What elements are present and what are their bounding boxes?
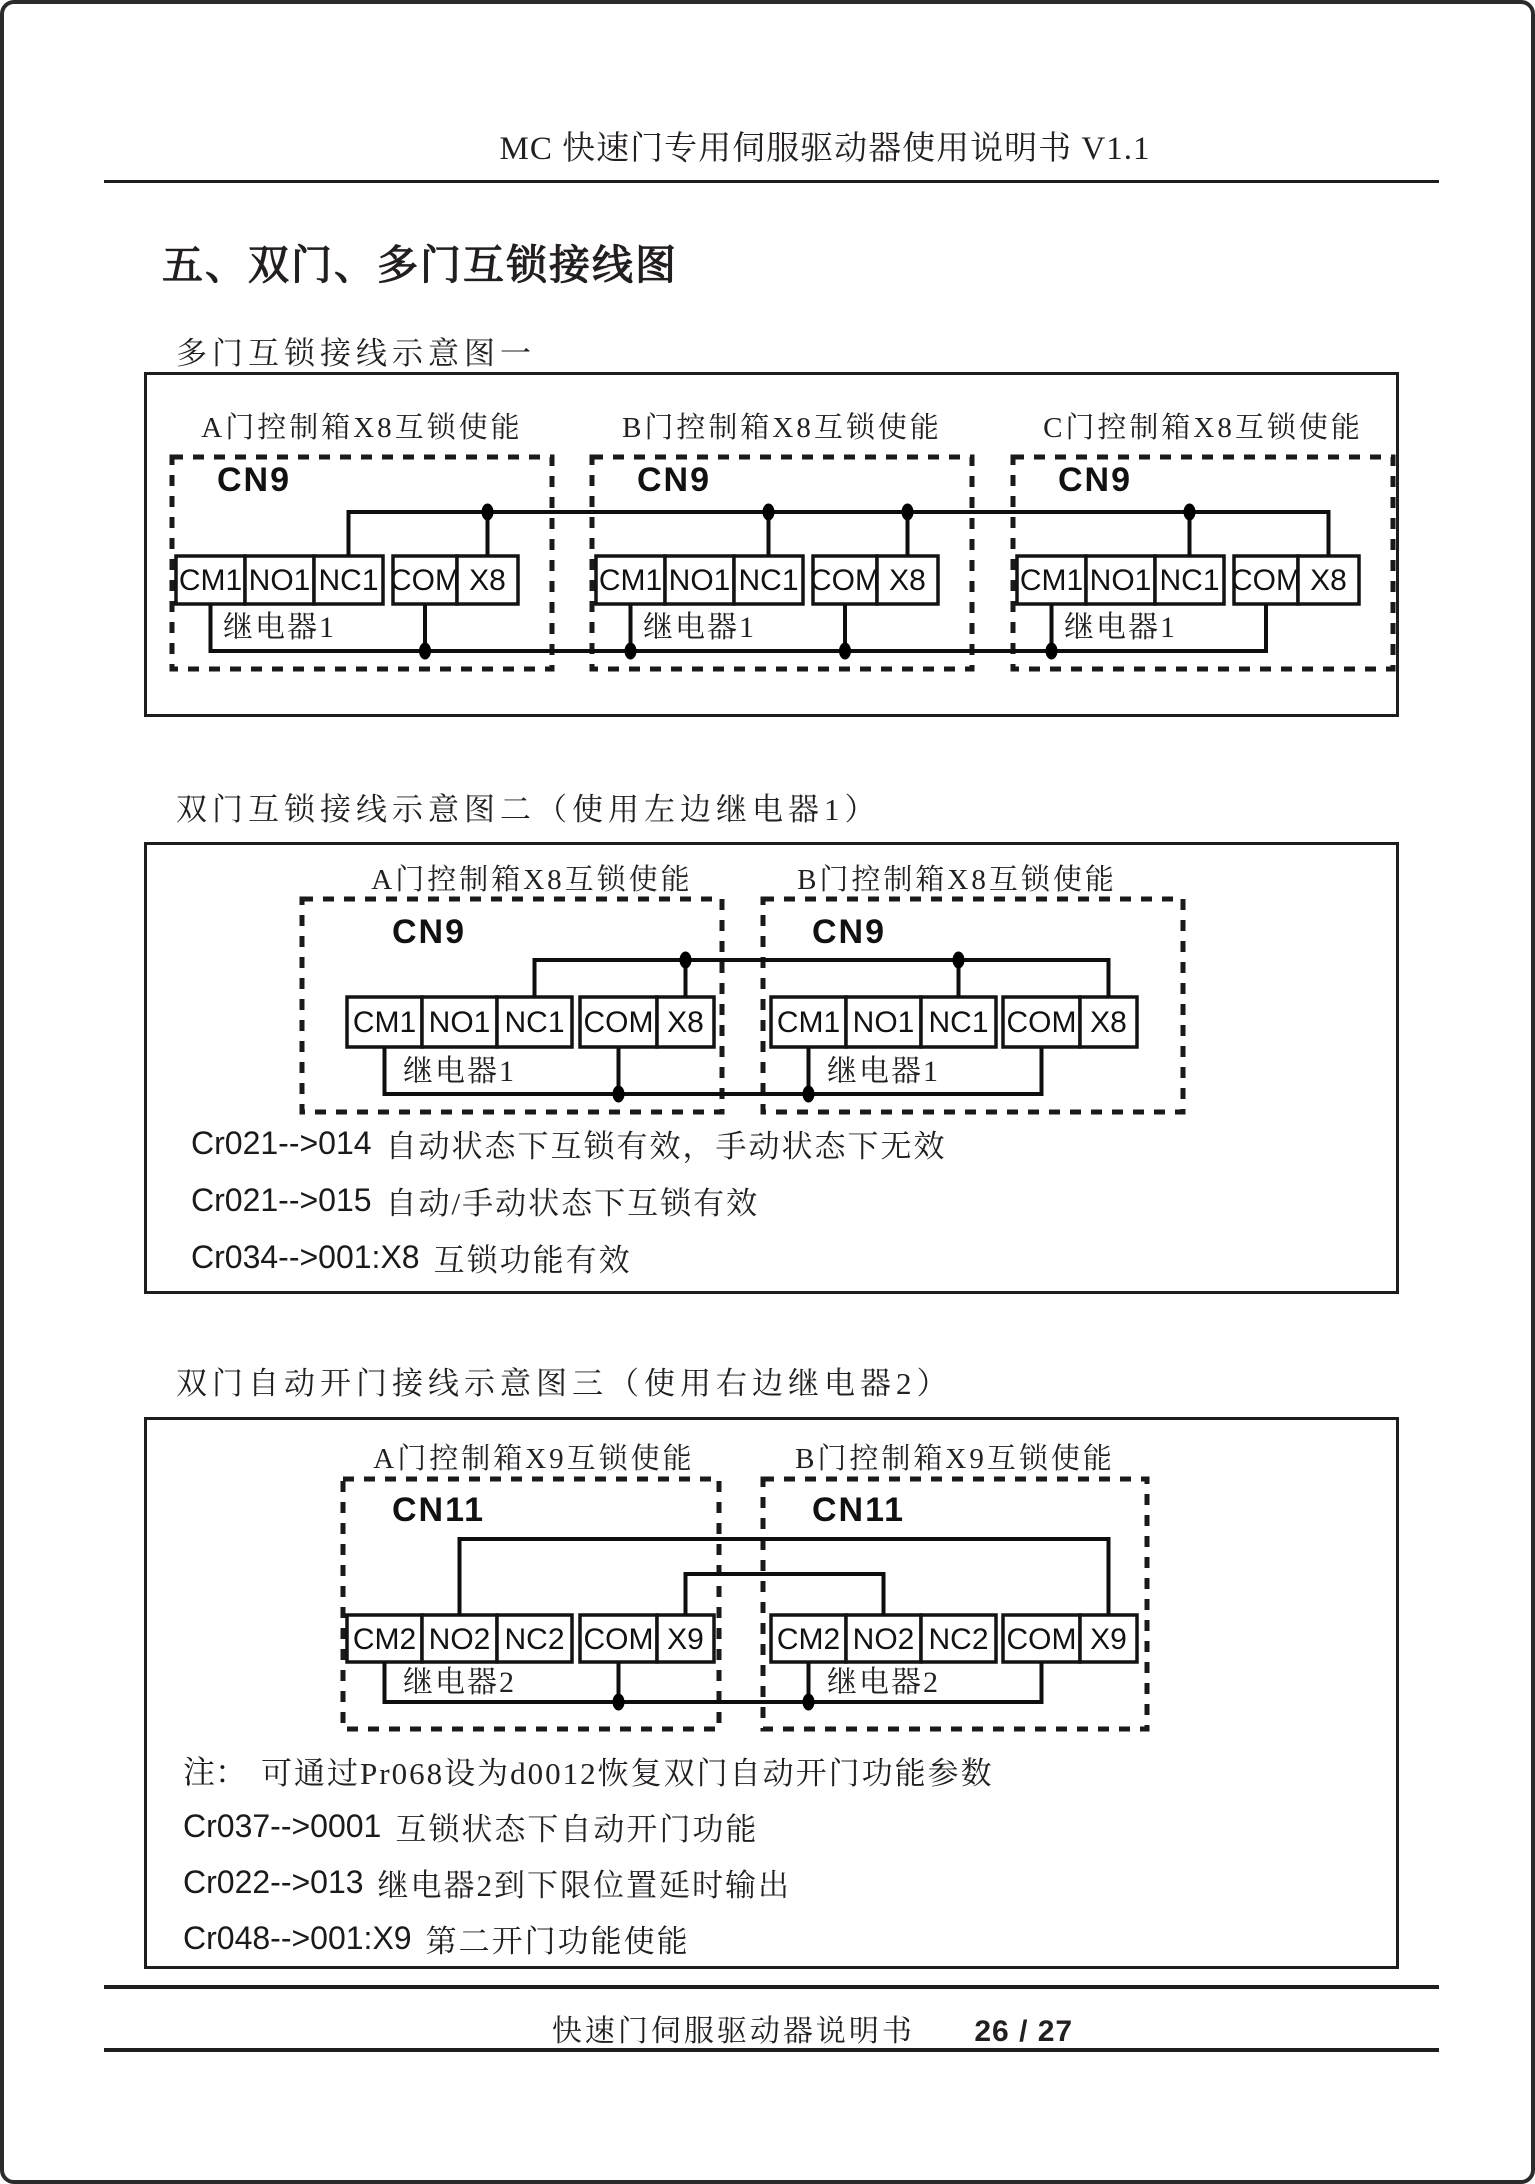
terminal-label: CM1	[178, 564, 243, 597]
diagram2-frame	[144, 842, 1399, 1294]
terminal-label: COM	[390, 564, 460, 597]
terminal-label: X9	[1090, 1623, 1127, 1656]
connector-label: CN9	[1058, 461, 1133, 499]
relay-label: 继电器1	[827, 1055, 940, 1088]
terminal-label: NO1	[852, 1006, 915, 1039]
junction-dot	[419, 643, 431, 660]
parameter-code: Cr034-->001:X8	[191, 1239, 420, 1275]
junction-dot	[1046, 643, 1058, 660]
terminal-label: NC2	[504, 1623, 565, 1656]
terminal-label: X8	[1310, 564, 1347, 597]
parameter-description: 互锁状态下自动开门功能	[395, 1811, 759, 1847]
control-box-label: A门控制箱X8互锁使能	[371, 864, 693, 896]
header-title: MC 快速门专用伺服驱动器使用说明书 V1.1	[499, 131, 1151, 167]
junction-dot	[763, 504, 775, 521]
parameter-description: 可通过Pr068设为d0012恢复双门自动开门功能参数	[261, 1755, 994, 1791]
terminal-label: NO1	[1089, 564, 1152, 597]
terminal-label: NC1	[928, 1006, 989, 1039]
footer-rule-top	[104, 1985, 1439, 1989]
diagram1-box-b	[592, 411, 972, 669]
header-rule	[104, 180, 1439, 183]
footer-rule-bottom	[104, 2048, 1439, 2052]
diagram1-wiring-svg	[147, 375, 1396, 714]
terminal-label: NC1	[738, 564, 799, 597]
terminal-label: COM	[810, 564, 880, 597]
terminal-label: NO1	[668, 564, 731, 597]
relay-label: 继电器1	[1064, 611, 1177, 644]
parameter-note	[183, 1742, 1396, 1798]
terminal-label: COM	[583, 1623, 654, 1656]
connector-label: CN9	[812, 913, 887, 951]
terminal-label: NC1	[318, 564, 379, 597]
terminal-label: NO1	[248, 564, 311, 597]
diagram3-notes	[147, 1740, 1396, 1966]
control-box-label: C门控制箱X8互锁使能	[1043, 412, 1363, 444]
diagram2-box-b	[763, 863, 1183, 1112]
terminal-label: X8	[469, 564, 506, 597]
diagram2-notes	[147, 1115, 1396, 1286]
parameter-code: Cr048-->001:X9	[183, 1919, 412, 1956]
diagram1-frame	[144, 372, 1399, 717]
connector-label: CN9	[392, 913, 467, 951]
footer-page-indicator: 26 / 27	[974, 2015, 1074, 2048]
terminal-label: NO2	[852, 1623, 915, 1656]
relay-label: 继电器2	[827, 1666, 940, 1699]
parameter-description: 自动/手动状态下互锁有效	[385, 1186, 760, 1221]
terminal-label: X8	[1090, 1006, 1127, 1039]
parameter-description: 互锁功能有效	[433, 1243, 632, 1278]
diagram3-wiring-svg	[147, 1420, 1396, 1740]
junction-dot	[803, 1694, 815, 1711]
terminal-label: X8	[667, 1006, 704, 1039]
diagram1-box-c	[1013, 411, 1393, 669]
parameter-code: 注：	[183, 1754, 248, 1790]
diagram3-box-b	[763, 1442, 1147, 1729]
junction-dot	[839, 643, 851, 660]
terminal-label: CM2	[352, 1623, 417, 1656]
connector-label: CN9	[637, 461, 712, 499]
parameter-description: 自动状态下互锁有效，手动状态下无效	[385, 1129, 947, 1164]
junction-dot	[953, 952, 965, 969]
diagram2-wiring-svg	[147, 845, 1396, 1115]
diagram1-box-a	[172, 411, 552, 669]
terminal-label: CM2	[776, 1623, 841, 1656]
diagram3-box-a	[343, 1442, 719, 1729]
control-box-label: B门控制箱X8互锁使能	[622, 412, 942, 444]
terminal-label: NC1	[1159, 564, 1220, 597]
terminal-label: NO2	[428, 1623, 491, 1656]
terminal-label: CM1	[352, 1006, 417, 1039]
parameter-description: 继电器2到下限位置延时输出	[377, 1867, 792, 1903]
junction-dot	[1184, 504, 1196, 521]
junction-dot	[625, 643, 637, 660]
terminal-label: COM	[1231, 564, 1301, 597]
diagram2-top-bus-wire	[535, 952, 1109, 998]
diagram1-caption: 多门互锁接线示意图一	[176, 336, 536, 371]
junction-dot	[902, 504, 914, 521]
relay-label: 继电器2	[403, 1666, 516, 1699]
terminal-label: NO1	[428, 1006, 491, 1039]
parameter-note	[183, 1910, 1396, 1966]
terminal-label: X9	[667, 1623, 704, 1656]
relay-label: 继电器1	[643, 611, 756, 644]
junction-dot	[803, 1086, 815, 1103]
terminal-label: X8	[889, 564, 926, 597]
relay-label: 继电器1	[223, 611, 336, 644]
parameter-note	[183, 1854, 1396, 1910]
connector-label: CN9	[217, 461, 292, 499]
control-box-label: B门控制箱X8互锁使能	[797, 864, 1117, 896]
junction-dot	[613, 1694, 625, 1711]
terminal-label: COM	[1006, 1006, 1077, 1039]
junction-dot	[613, 1086, 625, 1103]
connector-label: CN11	[812, 1491, 906, 1529]
parameter-code: Cr021-->014	[191, 1125, 372, 1161]
control-box-label: A门控制箱X9互锁使能	[373, 1443, 695, 1475]
terminal-label: NC1	[504, 1006, 565, 1039]
relay-label: 继电器1	[403, 1055, 516, 1088]
diagram2-box-a	[302, 863, 722, 1112]
connector-label: CN11	[392, 1491, 486, 1529]
terminal-label: NC2	[928, 1623, 989, 1656]
diagram2-caption: 双门互锁接线示意图二（使用左边继电器1）	[176, 792, 881, 827]
terminal-label: COM	[1006, 1623, 1077, 1656]
parameter-note	[191, 1115, 1396, 1172]
control-box-label: B门控制箱X9互锁使能	[795, 1443, 1115, 1475]
parameter-code: Cr021-->015	[191, 1182, 372, 1218]
parameter-note	[191, 1172, 1396, 1229]
terminal-label: CM1	[1019, 564, 1084, 597]
section-title: 五、双门、多门互锁接线图	[162, 242, 678, 288]
diagram3-cross-wire-x9a-no2b	[686, 1574, 884, 1615]
junction-dot	[482, 504, 494, 521]
diagram3-cross-wire-no2a-x9b	[460, 1539, 1109, 1615]
junction-dot	[680, 952, 692, 969]
parameter-description: 第二开门功能使能	[425, 1923, 690, 1959]
terminal-label: CM1	[776, 1006, 841, 1039]
terminal-label: COM	[583, 1006, 654, 1039]
diagram1-top-bus-wire	[349, 504, 1329, 557]
control-box-label: A门控制箱X8互锁使能	[201, 412, 523, 444]
footer-doc-name: 快速门伺服驱动器说明书	[551, 2015, 915, 2048]
terminal-label: CM1	[598, 564, 663, 597]
parameter-note	[191, 1229, 1396, 1286]
parameter-code: Cr037-->0001	[183, 1807, 382, 1844]
page-footer	[94, 2006, 1531, 2050]
diagram3-caption: 双门自动开门接线示意图三（使用右边继电器2）	[176, 1366, 953, 1401]
parameter-code: Cr022-->013	[183, 1863, 364, 1900]
diagram3-frame	[144, 1417, 1399, 1969]
parameter-note	[183, 1798, 1396, 1854]
